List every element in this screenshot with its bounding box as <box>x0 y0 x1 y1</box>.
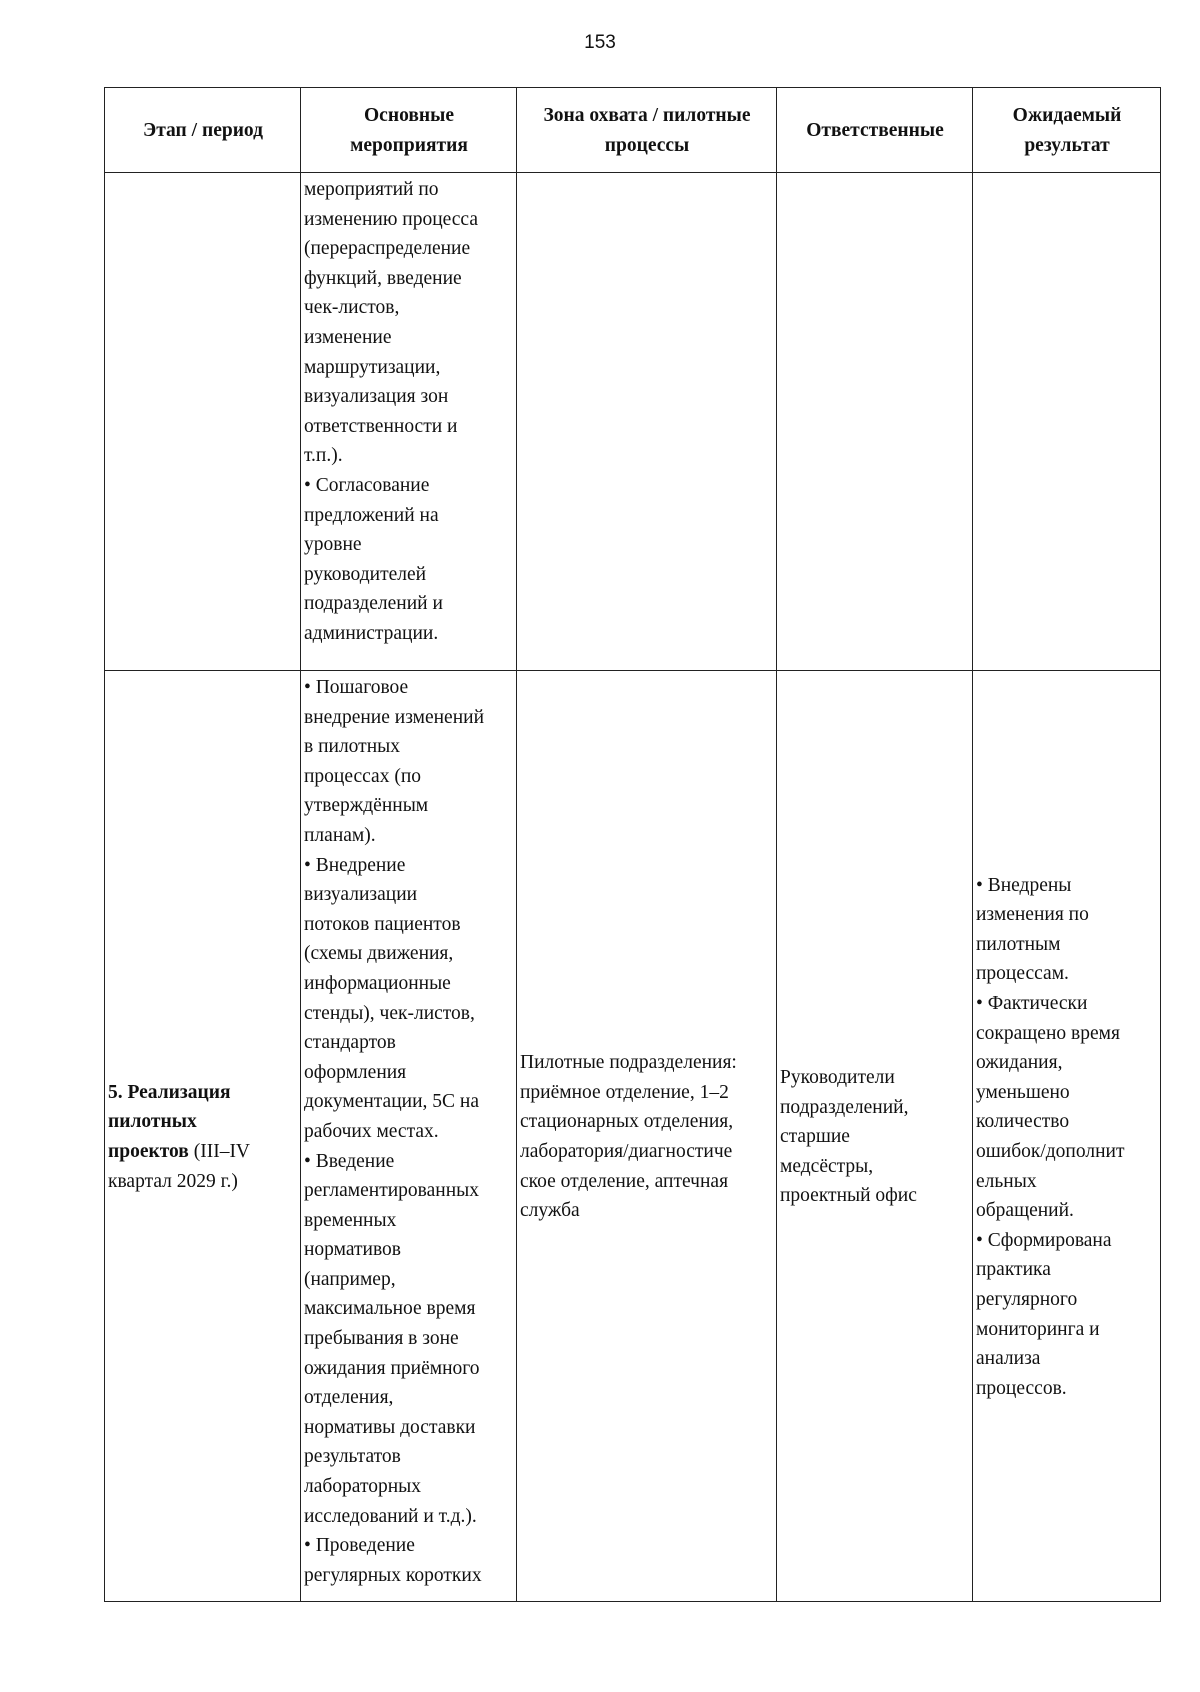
scope-cell: Пилотные подразделения: приёмное отделение, 1–2 стационарных отделения, лаборатория/диагностиче ское отделение, аптечная служба <box>517 671 777 1602</box>
activities-cell: • Пошаговое внедрение изменений в пилотных процессах (по утверждённым планам). • Внедрение визуализации потоков пациентов (схемы движения, информационные стенды), чек-листов, стандартов оформления документации, 5С на рабочих местах. • Введение регламентированных временных нормативов (например, максимальное время пребывания в зоне ожидания приёмного отделения, нормативы доставки результатов лабораторных исследований и т.д.). • Проведение регулярных коротких <box>301 671 517 1602</box>
result-cell <box>973 173 1161 671</box>
stage-period: (III–IV квартал 2029 г.) <box>108 1141 251 1192</box>
plan-table <box>104 87 1161 1602</box>
table-row <box>105 173 1161 671</box>
table-header-row <box>105 88 1161 173</box>
stage-cell <box>105 173 301 671</box>
page-number: 153 <box>584 32 616 53</box>
responsible-cell <box>777 173 973 671</box>
header-result: Ожидаемый результат <box>973 88 1161 173</box>
responsible-cell: Руководители подразделений, старшие медсёстры, проектный офис <box>777 671 973 1602</box>
header-activities: Основные мероприятия <box>301 88 517 173</box>
stage-title: 5. Реализация пилотных проектов <box>108 1081 231 1162</box>
result-cell: • Внедрены изменения по пилотным процессам. • Фактически сокращено время ожидания, уменьшено количество ошибок/дополнит ельных обращений. • Сформирована практика регулярного мониторинга и анализа процессов. <box>973 671 1161 1602</box>
header-scope: Зона охвата / пилотные процессы <box>517 88 777 173</box>
table-row <box>105 671 1161 1602</box>
header-responsible: Ответственные <box>777 88 973 173</box>
stage-cell <box>105 671 301 1602</box>
header-stage: Этап / период <box>105 88 301 173</box>
scope-cell <box>517 173 777 671</box>
activities-cell: мероприятий по изменению процесса (перераспределение функций, введение чек-листов, изменение маршрутизации, визуализация зон ответственности и т.п.). • Согласование предложений на уровне руководителей подразделений и администрации. <box>301 173 517 671</box>
